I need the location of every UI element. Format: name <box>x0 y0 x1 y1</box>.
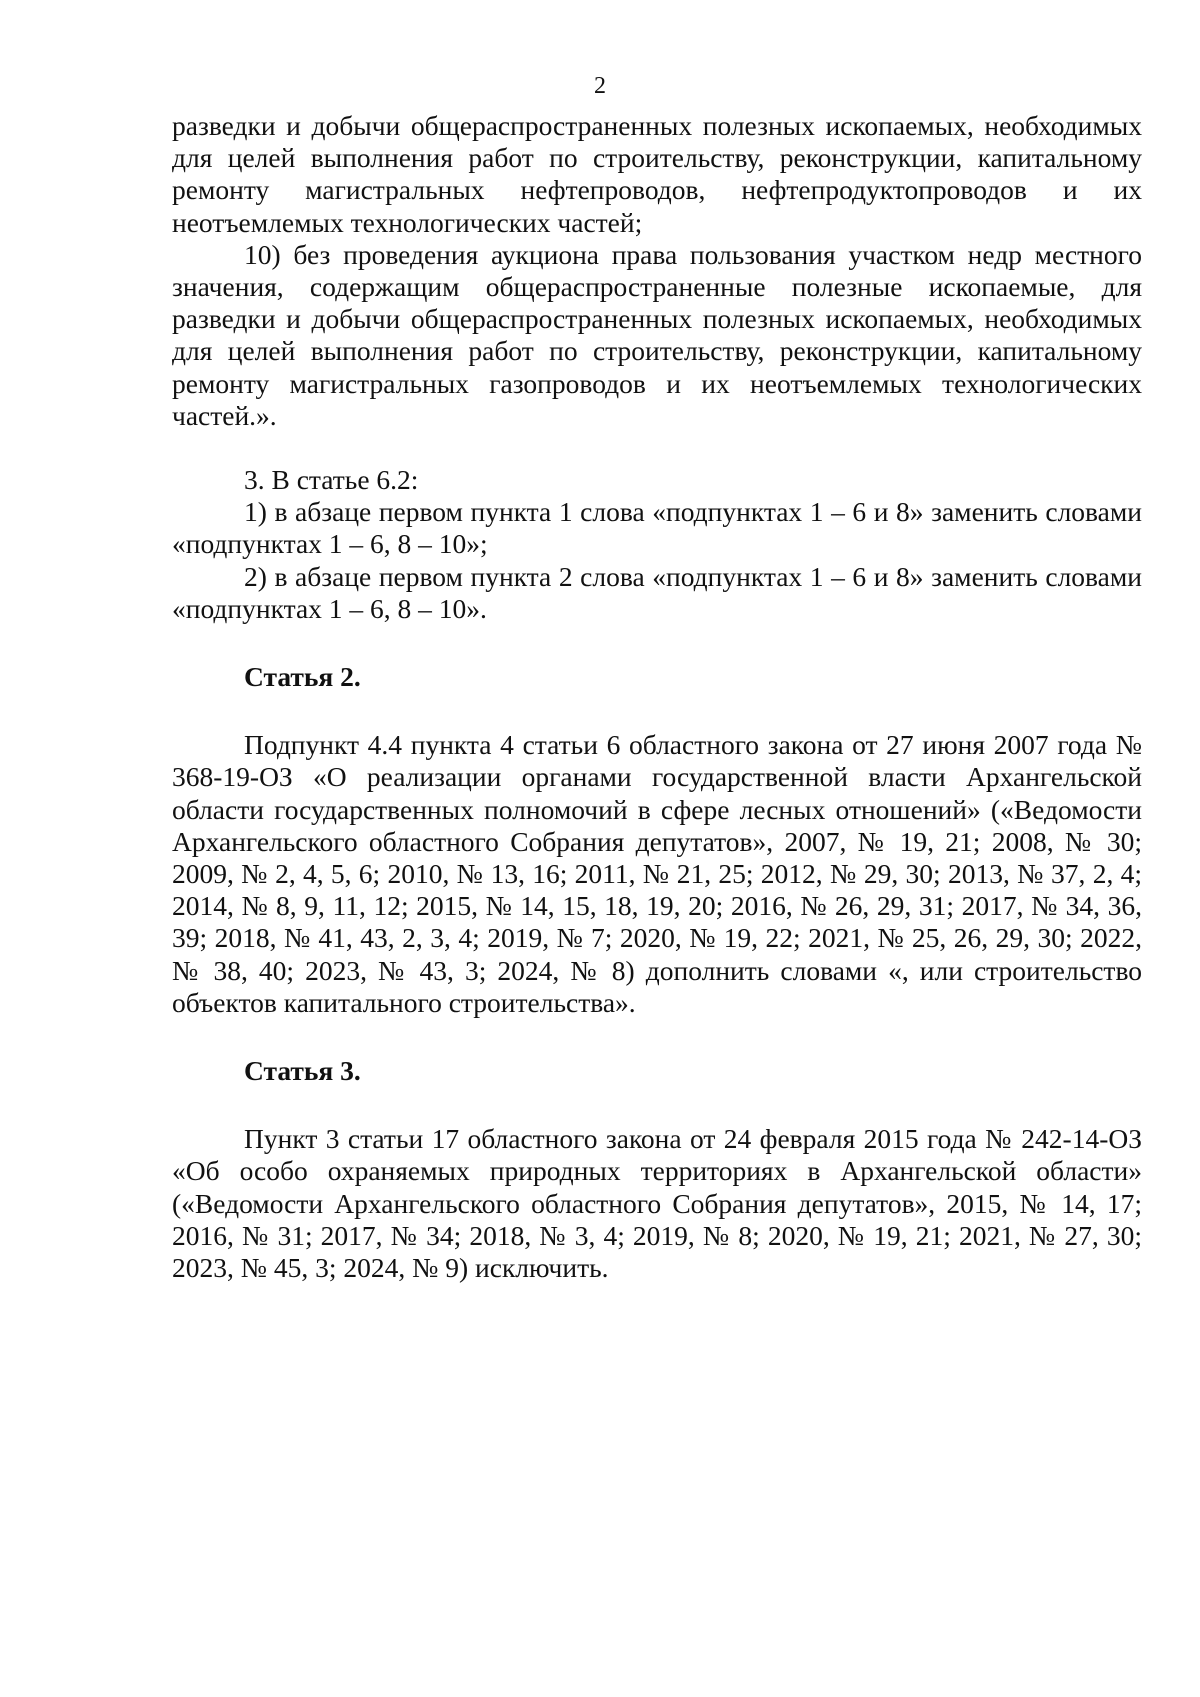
article-3-text: Пункт 3 статьи 17 областного закона от 24 февраля 2015 года № 242-14-ОЗ «Об особо охраняемых природных территориях в Архангельской области» («Ведомости Архангельского областного Собрания депутатов», 2015, № 14, 17; 2016, № 31; 2017, № 34; 2018, № 3, 4; 2019, № 8; 2020, № 19, 21; 2021, № 27, 30; 2023, № 45, 3; 2024, № 9) исключить. <box>172 1123 1142 1284</box>
paragraph-subitem-2: 2) в абзаце первом пункта 2 слова «подпунктах 1 – 6 и 8» заменить словами «подпунктах 1 – 6, 8 – 10». <box>172 560 1142 624</box>
paragraph-subitem-1: 1) в абзаце первом пункта 1 слова «подпунктах 1 – 6 и 8» заменить словами «подпунктах 1 – 6, 8 – 10»; <box>172 496 1142 560</box>
article-3-heading: Статья 3. <box>244 1055 361 1087</box>
page-number: 2 <box>594 73 606 99</box>
article-2-heading: Статья 2. <box>244 661 361 693</box>
paragraph-item-10: 10) без проведения аукциона права пользования участком недр местного значения, содержащим общераспространенные полезные ископаемые, для разведки и добычи общераспространенных полезных ископаемых, необходимых для целей выполнения работ по строительству, реконструкции, капитальному ремонту магистральных газопроводов и их неотъемлемых технологических частей.». <box>172 238 1142 431</box>
paragraph-continuation: разведки и добычи общераспространенных полезных ископаемых, необходимых для целей выполнения работ по строительству, реконструкции, капитальному ремонту магистральных нефтепроводов, нефтепродуктопроводов и их неотъемлемых технологических частей; <box>172 110 1142 238</box>
paragraph-item-3: 3. В статье 6.2: <box>244 464 419 496</box>
document-body <box>172 110 1142 1284</box>
article-2-text: Подпункт 4.4 пункта 4 статьи 6 областного закона от 27 июня 2007 года № 368-19-ОЗ «О реализации органами государственной власти Архангельской области государственных полномочий в сфере лесных отношений» («Ведомости Архангельского областного Собрания депутатов», 2007, № 19, 21; 2008, № 30; 2009, № 2, 4, 5, 6; 2010, № 13, 16; 2011, № 21, 25; 2012, № 29, 30; 2013, № 37, 2, 4; 2014, № 8, 9, 11, 12; 2015, № 14, 15, 18, 19, 20; 2016, № 26, 29, 31; 2017, № 34, 36, 39; 2018, № 41, 43, 2, 3, 4; 2019, № 7; 2020, № 19, 22; 2021, № 25, 26, 29, 30; 2022, № 38, 40; 2023, № 43, 3; 2024, № 8) дополнить словами «, или строительство объектов капитального строительства». <box>172 729 1142 1018</box>
